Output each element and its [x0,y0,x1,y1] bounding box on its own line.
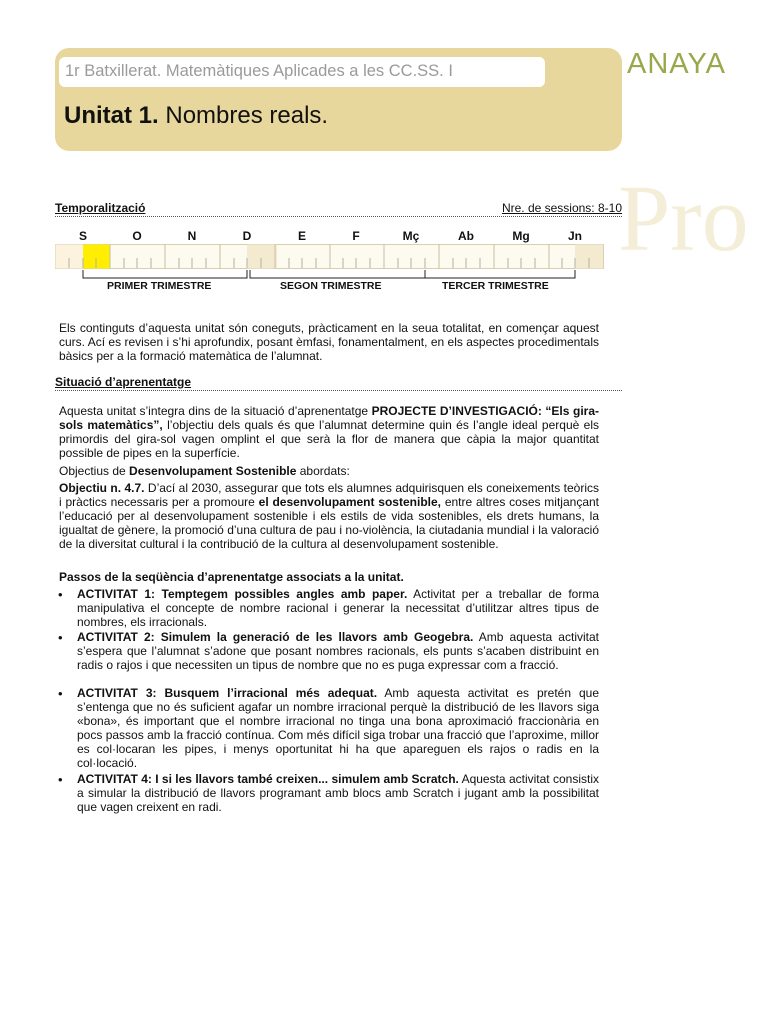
text-run: Objectius de [59,464,130,478]
unit-name: Nombres reals. [158,102,329,129]
activity-text: Aquesta activitat consistix a simular la distribució de llavors programant amb blocs amb Scratch i jugant amb la possibilitat que vagen creixent en radi. [77,772,599,814]
bullet-icon: • [58,587,63,602]
month-label: N [187,229,197,243]
trimester-label: SEGON TRIMESTRE [280,280,382,292]
project-name: PROJECTE D’INVESTIGACIÓ: “Els gira-sols matemàtics”, [59,404,599,432]
activity-text: Activitat per a treballar de forma manipulativa el concepte de nombre racional i generar la necessitat d’utilitzar altres tipus de nombres, els irracionals. [77,587,599,629]
schedule-heading-row [55,201,622,217]
month-label: S [78,229,88,243]
bullet-icon: • [58,630,63,645]
anaya-logo: ANAYA [627,48,727,80]
timeline-bar [55,244,615,280]
situation-heading-row [55,375,622,391]
activity-title: ACTIVITAT 2: Simulem la generació de les llavors amb Geogebra. [77,630,474,644]
activity-title: ACTIVITAT 1: Temptegem possibles angles amb paper. [77,587,408,601]
intro-paragraph: Els continguts d’aquesta unitat són coneguts, pràcticament en la seua totalitat, en començar aquest curs. Ací es revisen i s’hi aprofundix, posant èmfasi, fonamentalment, en els aspectes procedimentals bàsics per a la formació matemàtica de l’alumnat. [59,321,599,363]
text-run: abordats: [296,464,350,478]
text-run: l’objectiu dels quals és que l’alumnat determine quin és l’angle ideal perquè els primordis del gira-sol vagen omplint el que serà la flor de manera que càpia la major quantitat possible de pipes en la superfície. [59,418,599,460]
text-bold: el desenvolupament sostenible, [258,495,441,509]
month-label: E [297,229,307,243]
text-run: entre altres coses mitjançant l’educació per al desenvolupament sostenible i els estils de vida sostenibles, els drets humans, la igualtat de gènere, la promoció d’una cultura de pau i no-violència, la ciutadania mundial i la valoració de la diversitat cultural i la contribució de la cultura al desenvolupament sostenible. [59,495,599,551]
ods-bold: Desenvolupament Sostenible [129,464,297,478]
ods-line [59,464,599,478]
month-label: D [242,229,252,243]
situation-paragraph [59,404,599,460]
bullet-icon: • [58,772,63,787]
objective-number: Objectiu n. 4.7. [59,481,145,495]
trimester-label: PRIMER TRIMESTRE [107,280,212,292]
month-label: F [352,229,360,243]
text-run: Aquesta unitat s’integra dins de la situació d’aprenentatge [59,404,372,418]
month-label: O [132,229,142,243]
watermark-text: Pro [618,167,749,271]
situation-heading: Situació d’aprenentatge [55,375,192,389]
activity-text: Amb aquesta activitat s’espera que l’alumnat s’adone que posant nombres racionals, els punts s’acaben distribuint en radis o rajos i que necessiten un tipus de nombre que no es puga expressar com a fracció. [77,630,599,672]
month-label: Mg [512,229,530,243]
sessions-count: Nre. de sessions: 8-10 [501,201,622,215]
course-subtitle: 1r Batxillerat. Matemàtiques Aplicades a les CC.SS. I [59,57,545,87]
bullet-icon: • [58,686,63,701]
month-label: Mç [402,229,420,243]
schedule-heading: Temporalització [55,201,146,215]
month-label: Jn [567,229,583,243]
month-label: Ab [458,229,474,243]
activity-title: ACTIVITAT 4: I si les llavors també creixen... simulem amb Scratch. [77,772,459,786]
activity-item [77,587,599,629]
trimester-label: TERCER TRIMESTRE [442,280,549,292]
steps-heading: Passos de la seqüència d’aprenentatge associats a la unitat. [59,570,404,584]
objective-paragraph [59,481,599,551]
unit-number: Unitat 1. [64,102,159,129]
activity-item [77,630,599,672]
text-run: D’ací al 2030, assegurar que tots els alumnes adquirisquen els coneixements teòrics i pràctics necessaris per a promoure [59,481,599,509]
activity-item [77,772,599,814]
activity-title: ACTIVITAT 3: Busquem l’irracional més adequat. [77,686,378,700]
activity-item [77,686,599,770]
unit-title [64,102,328,130]
months-row [55,229,622,245]
activity-text: Amb aquesta activitat es pretén que s’entenga que no és suficient agafar un nombre irracional perquè la distribució de les llavors siga «bona», és important que el nombre irracional no tinga una bona aproximació fraccionària en pocs passos amb la fracció contínua. Com més difícil siga trobar una fracció que l’aproxime, millor es col·locaran les pipes, i menys oportunitat hi ha que apareguen els rajos o radis en la col·locació. [77,686,599,770]
